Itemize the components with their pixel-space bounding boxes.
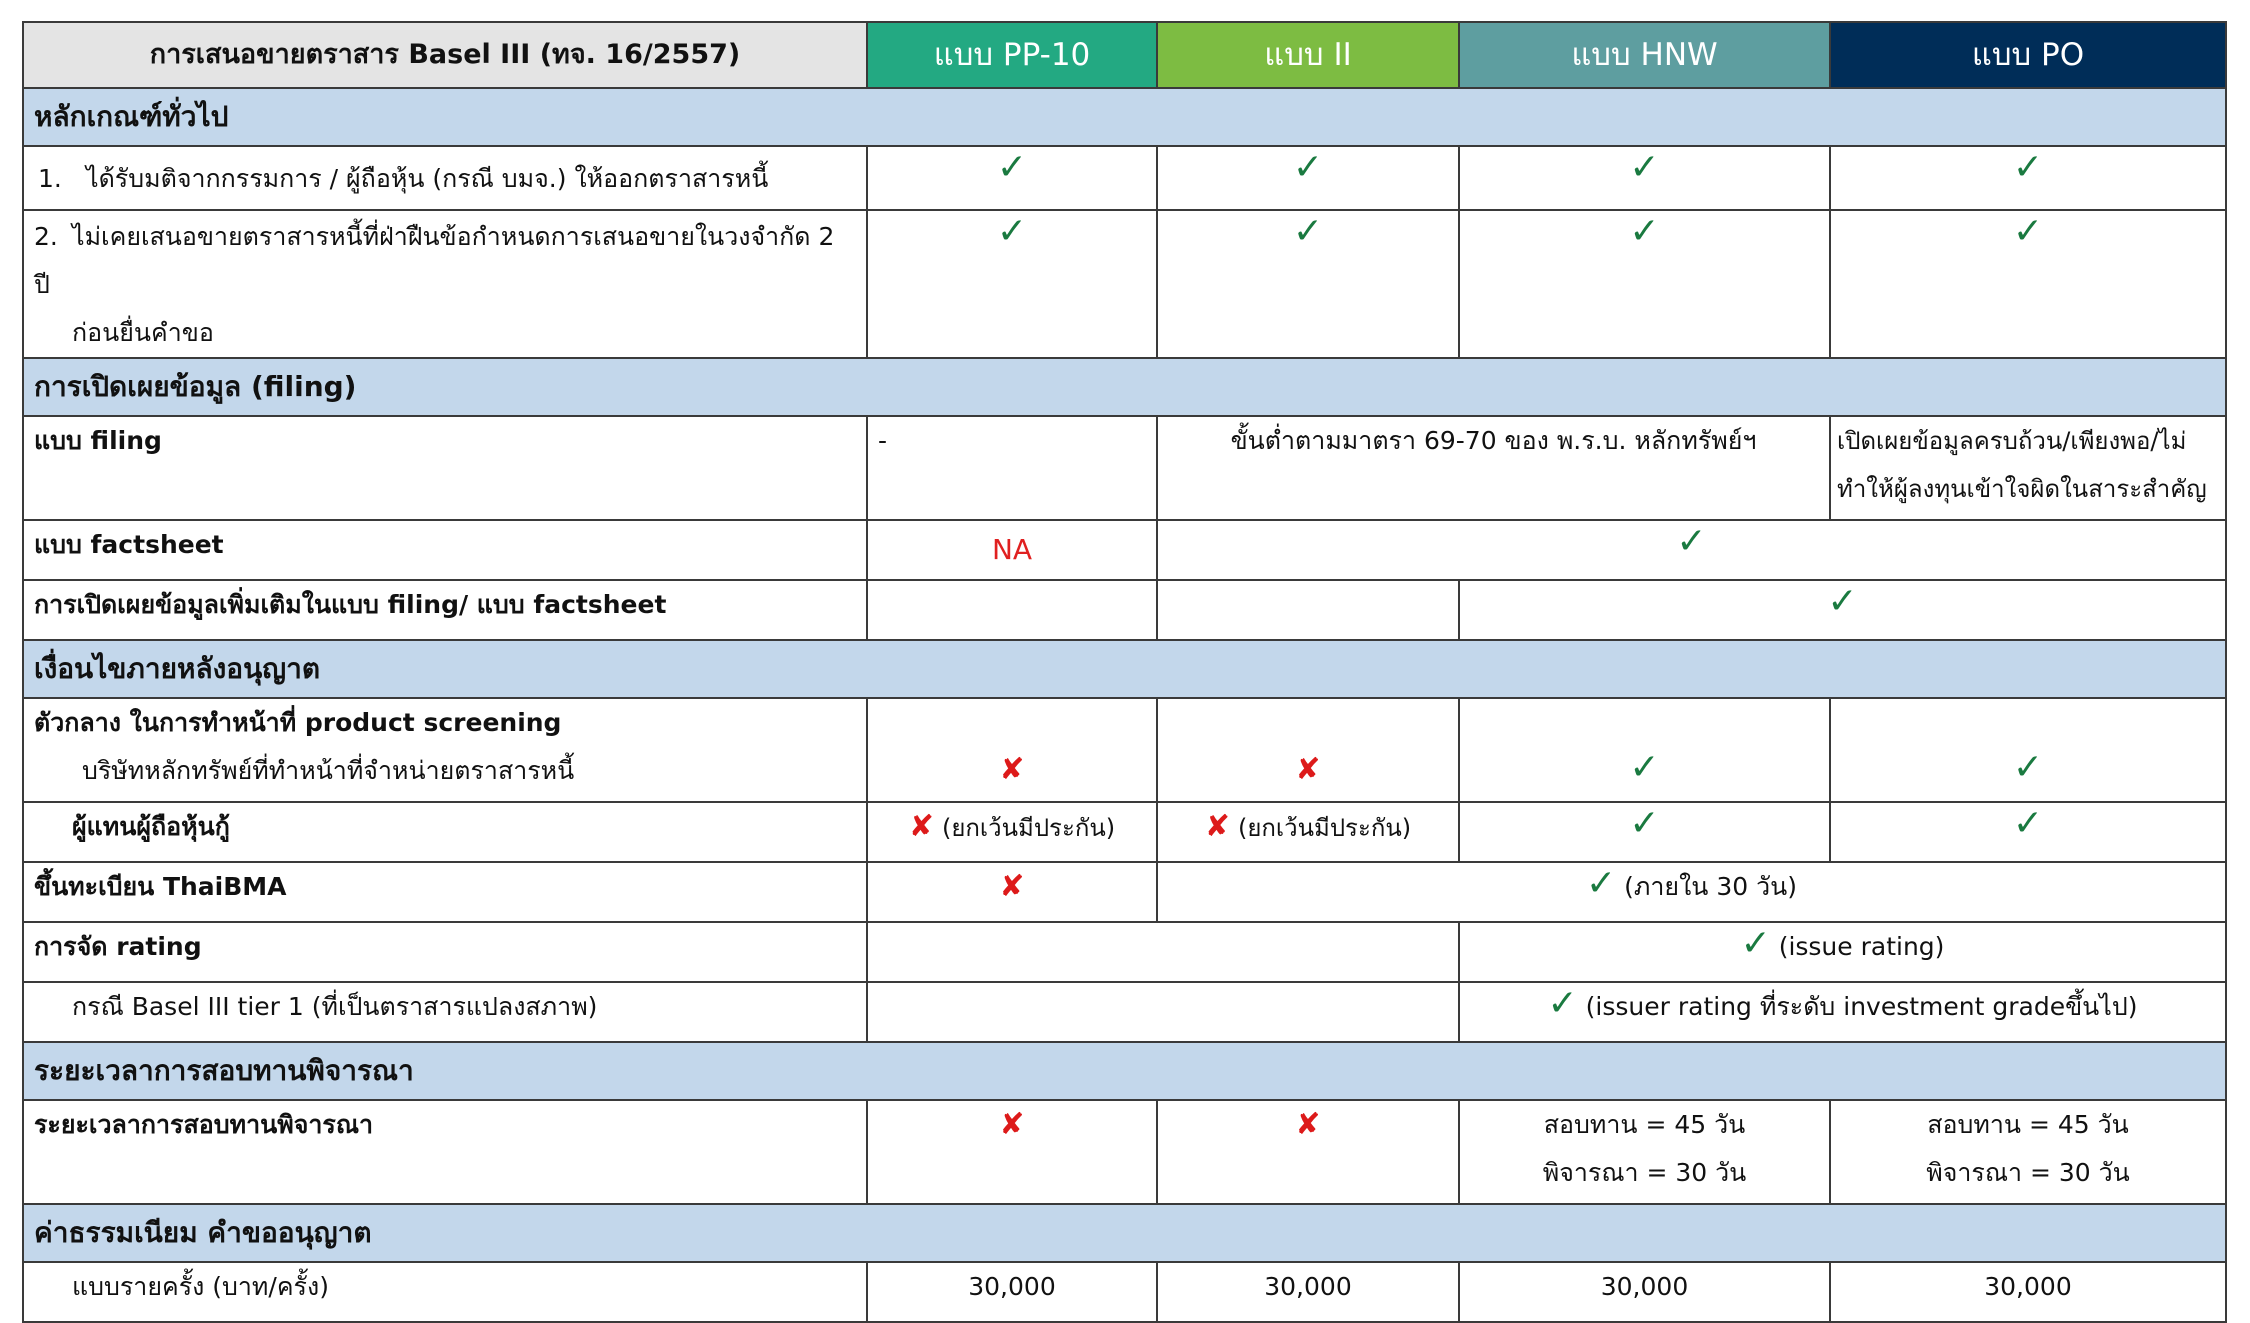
cell-ii-po: [1157, 520, 2226, 580]
cell-hnw: [1459, 698, 1830, 802]
cell-ii: 30,000: [1157, 1262, 1459, 1322]
check-icon: ✓: [1740, 923, 1771, 964]
section-title: หลักเกณฑ์ทั่วไป: [23, 88, 2226, 146]
comparison-table: [22, 21, 2227, 1323]
check-icon: ✓: [1827, 581, 1858, 622]
row-subtext: บริษัทหลักทรัพย์ที่ทำหน้าที่จำหน่ายตราสารหนี้: [82, 756, 575, 785]
table-row: [23, 802, 2226, 862]
cell-po: 30,000: [1830, 1262, 2226, 1322]
cell-text-cont: ทำให้ผู้ลงทุนเข้าใจผิดในสาระสำคัญ: [1837, 475, 2207, 503]
cell-text: (ยกเว้นมีประกัน): [1237, 814, 1412, 842]
cell-text: เปิดเผยข้อมูลครบถ้วน/เพียงพอ/ไม่: [1837, 427, 2187, 455]
cell-po: [1830, 146, 2226, 210]
cell-pp10-ii: [867, 922, 1459, 982]
check-icon: ✓: [2012, 147, 2044, 188]
table-row: [23, 146, 2226, 210]
cell-ii-po: [1157, 862, 2226, 922]
cell-pp10: [867, 1100, 1157, 1204]
cell-text: (issuer rating ที่ระดับ investment gradeขึ้นไป): [1585, 992, 2138, 1021]
cell-hnw: 30,000: [1459, 1262, 1830, 1322]
cross-icon: ✘: [999, 752, 1025, 787]
row-label: [23, 210, 867, 358]
row-label: [23, 146, 867, 210]
check-icon: ✓: [1629, 147, 1660, 188]
cell-ii: [1157, 1100, 1459, 1204]
cell-pp10: [867, 210, 1157, 358]
review-period: สอบทาน = 45 วัน: [1927, 1110, 2129, 1139]
row-label: ขึ้นทะเบียน ThaiBMA: [23, 862, 867, 922]
check-icon: ✓: [1676, 521, 1707, 562]
table-row: [23, 698, 2226, 802]
cell-pp10: [867, 580, 1157, 640]
cell-text: (issue rating): [1778, 932, 1945, 961]
consideration-period: พิจารณา = 30 วัน: [1926, 1158, 2130, 1187]
cell-hnw-po: [1459, 922, 2226, 982]
cell-pp10-ii: [867, 982, 1459, 1042]
section-general: [23, 88, 2226, 146]
check-icon: ✓: [2012, 747, 2044, 788]
cell-hnw: [1459, 802, 1830, 862]
section-title: เงื่อนไขภายหลังอนุญาต: [23, 640, 2226, 698]
cell-ii: [1157, 580, 1459, 640]
check-icon: ✓: [996, 147, 1028, 188]
cell-hnw: [1459, 146, 1830, 210]
cell-pp10: [867, 146, 1157, 210]
row-label: ผู้แทนผู้ถือหุ้นกู้: [23, 802, 867, 862]
check-icon: ✓: [996, 211, 1028, 252]
col-header-hnw: แบบ HNW: [1459, 22, 1830, 88]
row-label: แบบรายครั้ง (บาท/ครั้ง): [23, 1262, 867, 1322]
cell-ii: [1157, 698, 1459, 802]
header-row: [23, 22, 2226, 88]
cross-icon: ✘: [908, 809, 934, 844]
section-title: ค่าธรรมเนียม คำขออนุญาต: [23, 1204, 2226, 1262]
cell-text: (ภายใน 30 วัน): [1624, 872, 1797, 901]
section-filing: [23, 358, 2226, 416]
col-header-ii: แบบ II: [1157, 22, 1459, 88]
col-header-pp10: แบบ PP-10: [867, 22, 1157, 88]
row-label: การเปิดเผยข้อมูลเพิ่มเติมในแบบ filing/ แบบ factsheet: [23, 580, 867, 640]
consideration-period: พิจารณา = 30 วัน: [1542, 1158, 1747, 1187]
cell-ii: [1157, 210, 1459, 358]
cell-pp10: [867, 802, 1157, 862]
check-icon: ✓: [1547, 983, 1578, 1024]
row-number: 2.: [34, 222, 58, 251]
row-label: แบบ factsheet: [23, 520, 867, 580]
cell-text: (ยกเว้นมีประกัน): [941, 814, 1116, 842]
cell-pp10: -: [867, 416, 1157, 520]
row-text: ตัวกลาง ในการทำหน้าที่ product screening: [34, 708, 562, 737]
check-icon: ✓: [1586, 863, 1617, 904]
table-row: [23, 1100, 2226, 1204]
cell-po: [1830, 698, 2226, 802]
table-title: การเสนอขายตราสาร Basel III (ทจ. 16/2557): [23, 22, 867, 88]
row-label: แบบ filing: [23, 416, 867, 520]
cell-pp10: [867, 862, 1157, 922]
check-icon: ✓: [1629, 211, 1660, 252]
row-label: ระยะเวลาการสอบทานพิจารณา: [23, 1100, 867, 1204]
cell-ii: [1157, 146, 1459, 210]
cell-pp10: [867, 520, 1157, 580]
cell-po: [1830, 210, 2226, 358]
row-text-cont: ก่อนยื่นคำขอ: [72, 318, 214, 347]
cross-icon: ✘: [999, 1107, 1025, 1142]
col-header-po: แบบ PO: [1830, 22, 2226, 88]
cell-ii-hnw: ขั้นต่ำตามมาตรา 69-70 ของ พ.ร.บ. หลักทรัพย์ฯ: [1157, 416, 1830, 520]
cell-hnw-po: [1459, 982, 2226, 1042]
check-icon: ✓: [1629, 747, 1660, 788]
table-row: [23, 520, 2226, 580]
cross-icon: ✘: [1204, 809, 1230, 844]
cell-ii: [1157, 802, 1459, 862]
table-row: [23, 982, 2226, 1042]
review-period: สอบทาน = 45 วัน: [1543, 1110, 1746, 1139]
cell-pp10: 30,000: [867, 1262, 1157, 1322]
cell-hnw: [1459, 1100, 1830, 1204]
cell-po: [1830, 802, 2226, 862]
row-label: กรณี Basel III tier 1 (ที่เป็นตราสารแปลงสภาพ): [23, 982, 867, 1042]
row-number: 1.: [38, 164, 62, 193]
check-icon: ✓: [1292, 211, 1324, 252]
section-review: [23, 1042, 2226, 1100]
cross-icon: ✘: [1295, 1107, 1321, 1142]
na-label: NA: [991, 532, 1033, 566]
basel-iii-comparison: [22, 21, 2227, 1323]
cell-po: [1830, 416, 2226, 520]
table-row: [23, 416, 2226, 520]
cell-hnw: [1459, 210, 1830, 358]
row-text: ไม่เคยเสนอขายตราสารหนี้ที่ฝ่าฝืนข้อกำหนดการเสนอขายในวงจำกัด 2 ปี: [34, 222, 835, 299]
cell-po: [1830, 1100, 2226, 1204]
row-label: [23, 698, 867, 802]
row-text: ได้รับมติจากกรรมการ / ผู้ถือหุ้น (กรณี บมจ.) ให้ออกตราสารหนี้: [86, 164, 769, 193]
section-post-approval: [23, 640, 2226, 698]
table-row: [23, 580, 2226, 640]
cell-pp10: [867, 698, 1157, 802]
table-row: [23, 1262, 2226, 1322]
row-label: การจัด rating: [23, 922, 867, 982]
table-row: [23, 862, 2226, 922]
check-icon: ✓: [1292, 147, 1324, 188]
section-fee: [23, 1204, 2226, 1262]
cross-icon: ✘: [1295, 752, 1321, 787]
section-title: ระยะเวลาการสอบทานพิจารณา: [23, 1042, 2226, 1100]
cross-icon: ✘: [999, 869, 1025, 904]
check-icon: ✓: [1629, 803, 1660, 844]
table-row: [23, 210, 2226, 358]
check-icon: ✓: [2012, 803, 2044, 844]
table-row: [23, 922, 2226, 982]
check-icon: ✓: [2012, 211, 2044, 252]
cell-hnw-po: [1459, 580, 2226, 640]
section-title: การเปิดเผยข้อมูล (filing): [23, 358, 2226, 416]
